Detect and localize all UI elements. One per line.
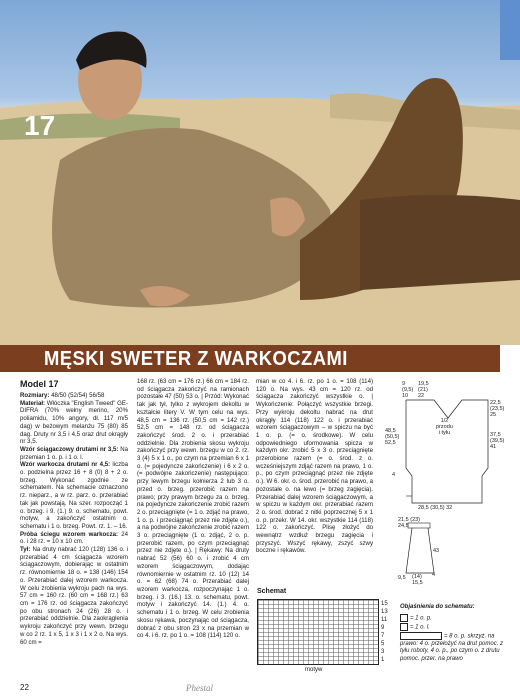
corner-tab: [500, 0, 520, 60]
hero-photo: [0, 0, 520, 345]
dim-sleeve-length: 43: [433, 548, 440, 554]
title-band: [0, 345, 500, 372]
para-back: Tył: Na druty nabrać 120 (128) 136 o. i przerabiać 4 cm ściągacza wzorem ściągaczowym, dobierając w ostatnim rz. równomiernie 18 o. = 138 (146) 154 o. Przerabiać dalej wzorem warkocza. W celu zrobienia wykroju pach na wys. 57 cm = 160 rz. (60 cm = 168 rz.) 63 cm = 176 rz. od ściągacza zakończyć po obu stronach 24 (26) 28 o. i przerabiać oddzielnie. Dla zaokrąglenia wykroju zakończyć przy wewn. brzegu w co 2 rz. 1 x 5, 1 x 3 i 1 x 2 o. Na wys. 60 cm =: [20, 546, 128, 646]
purl-symbol-icon: [400, 623, 408, 631]
dim-width: 28,5 (30,5) 32: [418, 505, 453, 511]
legend-item: = 8 o. p. skrzyż. na prawo: 4 o. przełożyć na drut pomoc. z tyłu roboty, 4 o. p., po czym o. z drutu pomoc. przer. na prawo: [400, 633, 504, 662]
row-number: 11: [381, 617, 388, 623]
dim-rib: 4: [392, 472, 396, 478]
dim-top-left: 9 (9,5) 10: [402, 381, 414, 399]
page-number: 22: [20, 683, 29, 692]
dim-sleeve-bottom: (14) 15,5: [412, 574, 423, 586]
row-number: 1: [381, 657, 385, 663]
column-1: [20, 378, 128, 646]
para-rib: Wzór ściągaczowy drutami nr 3,5: Na przemian 1 o. p. i 1 o. l.: [20, 445, 129, 461]
dim-sleeve-top: 21,5 (23) 24,5: [398, 517, 421, 529]
column-3: mian w co 4. i 6. rz. po 1 o. = 108 (114) 120 o. Na wys. 43 cm = 120 rz. od ściągacza zakończyć wszystkie o. | Wykończenie: Połączyć wszystkie brzegi. Przy wykroju dekoltu nabrać na drut okrągły 114 (118) 122 o. i przerabiać wzorem ściągaczowym – w spiczu na być 1 o. p. (= o. środkowe). W celu odpowiedniego uformowania spicza w każdym okr. zrobić 5 x 3 o. przeciągnięte przerobione razem (= o. środ. z o. wcześniejszym zdjąć razem na prawo, 1 o. p., po czym przeciągnąć przez nie zdjęte o.). W 6. okr. o. środ. przerobić na prawo, a pozostałe o. na lewo (= brzeg zagięcia). Przerabiać dalej wzorem ściągaczowym, a w spiczu w każdym okr. przerabiać razem 2 o. środ. dobrać z nitki poprzecznej 5 x 1 o. p. przekr. W 14. okr. wszystkie 114 (118) 122 o. zakończyć. Plisę złożyć do wewnątrz wzdłuż brzegu zagięcia i przyszyć. Wszyć rękawy, zszyć szwy boczne i rękawów.: [256, 378, 373, 555]
para-sizes: Rozmiary: 48/50 (52/54) 56/58: [20, 392, 105, 399]
chart-title: Schemat: [257, 588, 287, 595]
para-gauge: Próba ściegu wzorem warkocza: 24 o. i 28 rz. = 10 x 10 cm.: [20, 530, 128, 546]
dim-side: 37,5 (39,5) 41: [490, 432, 505, 450]
dim-top-right: 19,5 (21) 22: [418, 381, 429, 399]
column-2: 168 rz. (63 cm = 176 rz.) 66 cm = 184 rz. od ściągacza zakończyć na ramionach pozostałe 47 (50) 53 o. | Przód: Wykonać tak jak tył, tylko z wykrojem dekoltu w kształcie litery V. W tym celu na wys. 48,5 cm = 136 rz. (50,5 cm = 142 rz.) 52,5 cm = 148 rz. od ściągacza zakończyć środ. 2 o. i przerabiać oddzielnie. Dla zrobienia skosu wykroju zakończyć przy wewn. brzegu w co 2. rz. 3 (4) 5 x 1 o., po czym na przemian 6 x 1 o. (= pojedyncze zakończenie) i 6 x 2 o. (= podwójne zakończenie) następująco: przy lewym brzegu kołnierza 2 lub 3 o. przed o. brzeg. przerobić razem na prawo; przy prawym brzegu za o. brzeg. na pojedyncze zakończenie zrobić razem 2 o. przeciągnięte (= 1 o. zdjąć na prawo, 1 o. p. i przeciągnąć przez nie zdjęte o.), a na podwójne zakończenie zrobić razem 3 o. przeciągnięte (1 o. zdjąć, 2 o. p. przerobić razem, po czym przeciągnąć przez nie zdjęte o.). | Rękawy: Na druty nabrać 52 (56) 60 o. i zrobić 4 cm wzorem ściągaczowym, dodając równomiernie w ostatnim rz. 10 (12) 14 o. = 62 (68) 74 o. Przerabiać dalej wzorem warkocza, rozpoczynając 1 o. brzeg. i 3. (16.) 13. o. schematu, powt. motyw i zakończyć 14. (1.) 4. o. schematu i 1 o. brzeg. W celu zrobienia skosu rękawa, poczynając od ściągacza, dobrać z obu stron 23 x na przemian w co 4. i 6. rz. po 1 o. = 108 (114) 120 o.: [137, 378, 249, 640]
man-in-sweater-illustration: [0, 0, 520, 345]
row-number: 13: [381, 609, 388, 615]
publisher-logo: Phestal: [186, 683, 213, 693]
para-cable: Wzór warkocza drutami nr 4,5: liczba o. podzielna przez 16 + 8 (0) 8 + 2 o. brzeg. Wykonać zgodnie ze schematem. Na schemacie oznaczono rz. nieparz., a w rz. parz. o. przerabiać tak jak powstają. Na szer. rozpocząć 1 o. brzeg. i 9. (1.) 9. o. schematu, powt. motyw, a zakończyć ostatnim o. schematu i 1 o. brzeg. Powt. rz. 1. – 16.: [20, 461, 128, 530]
row-number: 7: [381, 633, 385, 639]
para-material: Materiał: Włóczka "English Tweed" GE-DIFRA (70% wełny merino, 20% poliamidu, 10% angory, dł. 117 m/5 dag) w beżowym melanżu 75 (80) 85 dag. Druty nr 3,5 i 4,5 oraz drut okrągły nr 3,5.: [20, 399, 128, 446]
motif-label: motyw: [305, 667, 323, 673]
label-half-front: 1/2 przodu i tyłu: [436, 418, 453, 436]
dim-sleeve-rib: 4: [432, 572, 436, 578]
dim-armhole: 22,5 (23,5) 25: [490, 400, 505, 418]
row-number: 3: [381, 649, 385, 655]
row-number: 9: [381, 625, 385, 631]
dim-sleeve-cuff: 9,5: [398, 575, 406, 581]
legend-title: Objaśnienia do schematu:: [400, 604, 475, 610]
dim-neck-depth: 48,5 (50,5) 52,5: [385, 428, 400, 446]
article-title: MĘSKI SWETER Z WARKOCZAMI: [44, 348, 348, 370]
stitch-chart-grid: [257, 599, 379, 665]
knit-symbol-icon: [400, 614, 408, 622]
legend-item: = 1 o. p.: [400, 614, 510, 623]
chart-legend: [400, 604, 510, 663]
model-heading: Model 17: [20, 379, 59, 389]
legend-item: = 1 o. l.: [400, 623, 510, 632]
row-number: 15: [381, 601, 388, 607]
row-number: 5: [381, 641, 385, 647]
pattern-number: 17: [24, 110, 56, 141]
cable-symbol-icon: [400, 632, 442, 640]
